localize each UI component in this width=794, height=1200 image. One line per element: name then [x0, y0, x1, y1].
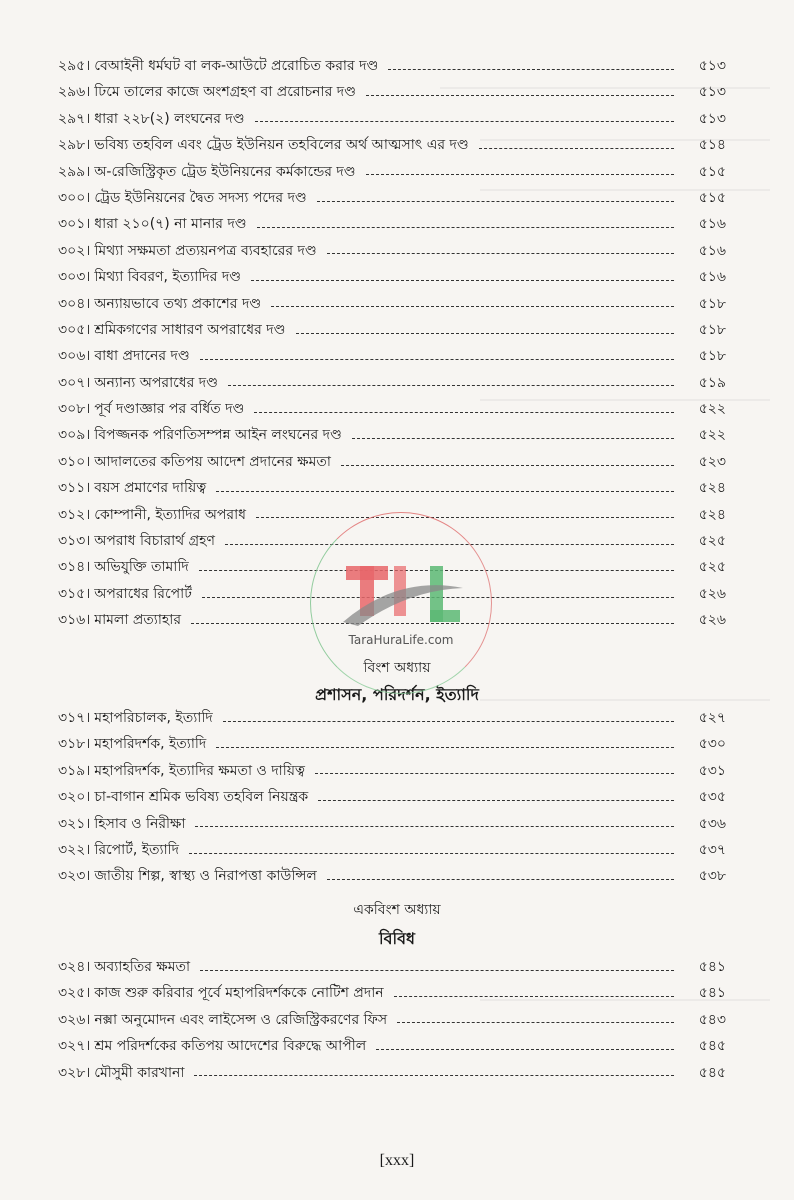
entry-title: মহাপরিদর্শক, ইত্যাদি — [94, 736, 207, 753]
chapter-number-heading: বিংশ অধ্যায় — [363, 660, 431, 676]
watermark-logo-icon — [338, 560, 468, 630]
toc-entry — [58, 1034, 730, 1060]
page-ref: ৫১৫ — [698, 189, 726, 206]
entry-title: বিপজ্জনক পরিণতিসম্পন্ন আইন লংঘনের দণ্ড — [94, 427, 342, 444]
section-number: ৩২১। — [58, 815, 91, 832]
toc-entry — [58, 54, 730, 80]
entry-title: ধারা ২২৮(২) লংঘনের দণ্ড — [94, 110, 245, 127]
page-ref: ৫১৬ — [698, 269, 726, 286]
toc-entry — [58, 212, 730, 238]
entry-title: কোম্পানী, ইত্যাদির অপরাধ — [94, 506, 247, 523]
page-ref: ৫১৮ — [698, 295, 726, 312]
page-ref: ৫৩১ — [698, 762, 726, 779]
dot-leader — [228, 385, 674, 386]
dot-leader — [376, 1049, 674, 1050]
entry-title: অব্যাহতির ক্ষমতা — [94, 959, 191, 975]
page-ref: ৫১৯ — [698, 374, 726, 391]
section-number: ৩২৬। — [58, 1011, 91, 1028]
toc-entry — [58, 1008, 730, 1034]
entry-title: ধারা ২১০(৭) না মানার দণ্ড — [94, 216, 247, 233]
toc-entry — [58, 1061, 730, 1087]
toc-entry — [58, 732, 730, 758]
dot-leader — [251, 280, 674, 281]
section-number: ৩০৬। — [58, 348, 91, 365]
chapter-title-heading: প্রশাসন, পরিদর্শন, ইত্যাদি — [315, 685, 479, 704]
entry-title: ট্রেড ইউনিয়নের দ্বৈত সদস্য পদের দণ্ড — [94, 189, 307, 206]
dot-leader — [479, 148, 674, 149]
dot-leader — [223, 721, 674, 722]
page-ref: ৫২৪ — [698, 506, 726, 523]
entry-title: মহাপরিচালক, ইত্যাদি — [94, 710, 213, 726]
page-ref: ৫১৩ — [698, 110, 726, 127]
section-number: ৩১০। — [58, 453, 91, 470]
page-ref: ৫২৬ — [698, 585, 726, 602]
toc-entry — [58, 450, 730, 476]
entry-title: অপরাধের রিপোর্ট — [94, 585, 192, 602]
entry-title: মিথ্যা সক্ষমতা প্রত্যয়নপত্র ব্যবহারের দণ্ড — [94, 242, 317, 259]
page-ref: ৫২৬ — [698, 612, 726, 629]
entry-title: মিথ্যা বিবরণ, ইত্যাদির দণ্ড — [94, 269, 242, 286]
section-number: ৩০০। — [58, 189, 91, 206]
entry-title: অ-রেজিস্ট্রিকৃত ট্রেড ইউনিয়নের কর্মকান্ডের দণ্ড — [94, 163, 356, 180]
page-ref: ৫৪৫ — [698, 1064, 726, 1081]
page-ref: ৫২৫ — [698, 559, 726, 576]
page-ref: ৫১৬ — [698, 242, 726, 259]
toc-entry — [58, 371, 730, 397]
watermark-text: TaraHuraLife.com — [348, 633, 454, 647]
section-number: ৩১১। — [58, 480, 91, 497]
entry-title: মৌসুমী কারখানা — [94, 1064, 185, 1081]
page-ref: ৫২৭ — [698, 710, 726, 726]
dot-leader — [200, 970, 674, 971]
toc-section-miscellaneous — [58, 955, 730, 1087]
entry-title: চা-বাগান শ্রমিক ভবিষ্য তহবিল নিয়ন্ত্রক — [94, 789, 309, 806]
page-ref: ৫২৫ — [698, 533, 726, 550]
section-number: ৩২২। — [58, 841, 91, 858]
dot-leader — [317, 201, 674, 202]
dot-leader — [296, 333, 674, 334]
section-number: ৩০২। — [58, 242, 91, 259]
dot-leader — [216, 747, 674, 748]
entry-title: অভিযুক্তি তামাদি — [94, 559, 189, 576]
toc-entry — [58, 397, 730, 423]
entry-title: মহাপরিদর্শক, ইত্যাদির ক্ষমতা ও দায়িত্ব — [94, 762, 305, 779]
dot-leader — [318, 800, 674, 801]
entry-title: পূর্ব দণ্ডাজ্ঞার পর বর্ধিত দণ্ড — [94, 401, 245, 418]
toc-entry — [58, 344, 730, 370]
chapter-title-heading: বিবিধ — [379, 929, 415, 948]
entry-title: অন্যান্য অপরাধের দণ্ড — [94, 374, 219, 391]
toc-entry — [58, 812, 730, 838]
entry-title: মামলা প্রত্যাহার — [94, 612, 182, 629]
toc-entry — [58, 476, 730, 502]
section-number: ২৯৮। — [58, 137, 91, 154]
entry-title: অপরাধ বিচারার্থ গ্রহণ — [94, 533, 215, 550]
toc-entry — [58, 759, 730, 785]
entry-title: শ্রমিকগণের সাধারণ অপরাধের দণ্ড — [94, 321, 286, 338]
dot-leader — [315, 773, 674, 774]
entry-title: রিপোর্ট, ইত্যাদি — [94, 841, 180, 858]
chapter-number-heading: একবিংশ অধ্যায় — [353, 902, 441, 918]
section-number: ২৯৯। — [58, 163, 91, 180]
section-number: ৩১৬। — [58, 612, 91, 629]
page-ref: ৫১৮ — [698, 321, 726, 338]
toc-entry — [58, 265, 730, 291]
page-ref: ৫৩০ — [698, 736, 726, 753]
dot-leader — [195, 826, 674, 827]
section-number: ৩২০। — [58, 789, 91, 806]
entry-title: আদালতের কতিপয় আদেশ প্রদানের ক্ষমতা — [94, 453, 331, 470]
dot-leader — [255, 121, 674, 122]
dot-leader — [366, 95, 674, 96]
toc-entry — [58, 706, 730, 732]
toc-entry — [58, 80, 730, 106]
dot-leader — [254, 412, 674, 413]
entry-title: শ্রম পরিদর্শকের কতিপয় আদেশের বিরুদ্ধে আপীল — [94, 1038, 367, 1055]
section-number: ৩০৪। — [58, 295, 91, 312]
entry-title: হিসাব ও নিরীক্ষা — [94, 815, 186, 832]
dot-leader — [257, 227, 674, 228]
entry-title: বাধা প্রদানের দণ্ড — [94, 348, 190, 365]
page-ref: ৫২৪ — [698, 480, 726, 497]
page-ref: ৫৩৮ — [698, 868, 726, 885]
page-ref: ৫৪১ — [698, 985, 726, 1002]
page-ref: ৫১৮ — [698, 348, 726, 365]
toc-entry — [58, 186, 730, 212]
page-number: [xxx] — [379, 1152, 415, 1169]
section-number: ২৯৭। — [58, 110, 91, 127]
toc-entry — [58, 133, 730, 159]
toc-entry — [58, 160, 730, 186]
toc-entry — [58, 292, 730, 318]
entry-title: বয়স প্রমাণের দায়িত্ব — [94, 480, 207, 497]
section-number: ২৯৬। — [58, 84, 91, 101]
dot-leader — [397, 1022, 674, 1023]
dot-leader — [366, 174, 674, 175]
page-ref: ৫৪৩ — [698, 1011, 726, 1028]
dot-leader — [327, 253, 674, 254]
section-number: ৩০৯। — [58, 427, 91, 444]
section-number: ৩২৫। — [58, 985, 91, 1002]
toc-entry — [58, 107, 730, 133]
page-ref: ৫১৪ — [698, 137, 726, 154]
entry-title: কাজ শুরু করিবার পূর্বে মহাপরিদর্শককে নোটিশ প্রদান — [94, 985, 384, 1002]
dot-leader — [341, 465, 674, 466]
dot-leader — [256, 517, 674, 518]
toc-entry — [58, 864, 730, 890]
section-number: ৩১৮। — [58, 736, 91, 753]
page-ref: ৫২২ — [698, 401, 726, 418]
page-ref: ৫২৩ — [698, 453, 726, 470]
entry-title: ঢিমে তালের কাজে অংশগ্রহণ বা প্ররোচনার দণ্ড — [94, 84, 356, 101]
section-number: ৩২৩। — [58, 868, 91, 885]
entry-title: বেআইনী ধর্মঘট বা লক-আউটে প্ররোচিত করার দণ্ড — [94, 58, 379, 74]
entry-title: নক্সা অনুমোদন এবং লাইসেন্স ও রেজিস্ট্রিকরণের ফিস — [94, 1011, 388, 1028]
page-ref: ৫৪৫ — [698, 1038, 726, 1055]
section-number: ৩০১। — [58, 216, 91, 233]
section-number: ২৯৫। — [58, 58, 91, 74]
toc-entry — [58, 239, 730, 265]
section-number: ৩০৮। — [58, 401, 91, 418]
section-number: ৩২৪। — [58, 959, 91, 975]
page-ref: ৫৩৭ — [698, 841, 726, 858]
page-ref: ৫৪১ — [698, 959, 726, 975]
section-number: ৩১৭। — [58, 710, 91, 726]
dot-leader — [189, 853, 674, 854]
page-ref: ৫৩৬ — [698, 815, 726, 832]
page-ref: ৫১৩ — [698, 58, 726, 74]
section-number: ৩২৭। — [58, 1038, 91, 1055]
entry-title: ভবিষ্য তহবিল এবং ট্রেড ইউনিয়ন তহবিলের অর্থ আত্মসাৎ এর দণ্ড — [94, 137, 469, 154]
toc-entry — [58, 838, 730, 864]
dot-leader — [388, 69, 674, 70]
toc-entry — [58, 318, 730, 344]
dot-leader — [394, 996, 674, 997]
section-number: ৩১৯। — [58, 762, 91, 779]
page-ref: ৫১৩ — [698, 84, 726, 101]
entry-title: অন্যায়ভাবে তথ্য প্রকাশের দণ্ড — [94, 295, 262, 312]
page-ref: ৫১৬ — [698, 216, 726, 233]
dot-leader — [352, 438, 674, 439]
page-ref: ৫১৫ — [698, 163, 726, 180]
toc-entry — [58, 785, 730, 811]
section-number: ৩১৫। — [58, 585, 91, 602]
section-number: ৩০৭। — [58, 374, 91, 391]
dot-leader — [271, 306, 674, 307]
dot-leader — [327, 879, 674, 880]
toc-entry — [58, 981, 730, 1007]
section-number: ৩০৩। — [58, 269, 91, 286]
toc-entry — [58, 955, 730, 981]
toc-section-administration — [58, 706, 730, 891]
section-number: ৩২৮। — [58, 1064, 91, 1081]
section-number: ৩১৩। — [58, 533, 91, 550]
entry-title: জাতীয় শিল্প, স্বাস্থ্য ও নিরাপত্তা কাউন্সিল — [94, 868, 317, 885]
section-number: ৩১৪। — [58, 559, 91, 576]
section-number: ৩১২। — [58, 506, 91, 523]
section-number: ৩০৫। — [58, 321, 91, 338]
page-ref: ৫২২ — [698, 427, 726, 444]
toc-entry — [58, 423, 730, 449]
page-ref: ৫৩৫ — [698, 789, 726, 806]
dot-leader — [216, 491, 674, 492]
dot-leader — [194, 1075, 674, 1076]
dot-leader — [200, 359, 674, 360]
